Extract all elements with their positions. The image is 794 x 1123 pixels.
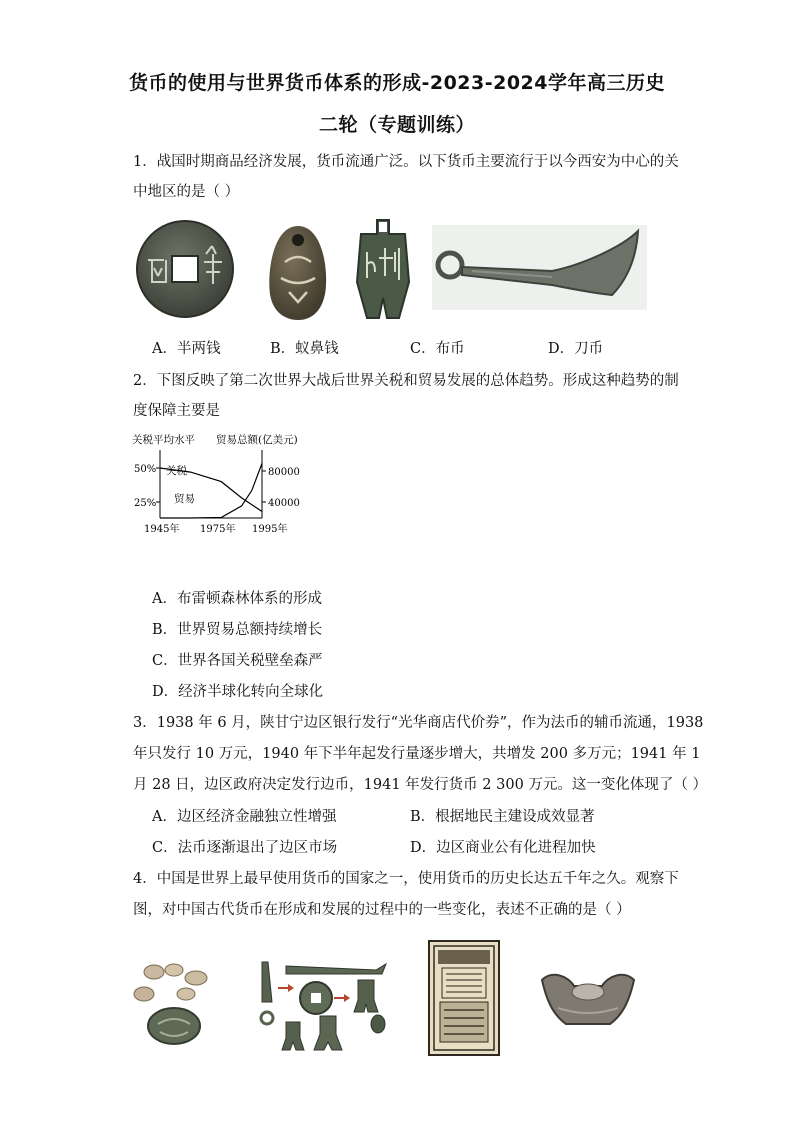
q2-stem-line1: 2．下图反映了第二次世界大战后世界关税和贸易发展的总体趋势。形成这种趋势的制 xyxy=(133,373,679,389)
q2-stem-line2: 度保障主要是 xyxy=(133,403,220,419)
q3-option-a[interactable]: A．边区经济金融独立性增强 xyxy=(152,809,337,825)
q3-option-d[interactable]: D．边区商业公有化进程加快 xyxy=(410,840,596,856)
banliang-coin-image xyxy=(134,218,236,320)
dao-coin-image xyxy=(432,225,647,310)
shell-money-image xyxy=(132,962,222,1048)
chart-ylabel-left: 关税平均水平 xyxy=(132,434,195,446)
bronze-coins-image xyxy=(246,958,392,1058)
chart-left-tick-25: 25% xyxy=(134,498,157,509)
q1-stem-line2: 中地区的是（ ） xyxy=(133,184,240,200)
bu-coin-image xyxy=(349,218,417,322)
chart-series-label-trade: 贸易 xyxy=(174,493,195,505)
q3-option-b[interactable]: B．根据地民主建设成效显著 xyxy=(410,809,595,825)
q2-option-d[interactable]: D．经济半球化转向全球化 xyxy=(152,684,324,700)
q1-option-b[interactable]: B．蚁鼻钱 xyxy=(270,341,339,357)
chart-ylabel-right: 贸易总额(亿美元) xyxy=(216,434,298,446)
silver-ingot-image xyxy=(538,968,638,1030)
q3-stem-line1: 3．1938 年 6 月，陕甘宁边区银行发行“光华商店代价券”，作为法币的辅币流通，1938 xyxy=(133,715,704,731)
q2-option-c[interactable]: C．世界各国关税壁垒森严 xyxy=(152,653,323,669)
q4-stem-line2: 图，对中国古代货币在形成和发展的过程中的一些变化，表述不正确的是（ ） xyxy=(133,902,631,918)
chart-series-label-tariff: 关税 xyxy=(166,465,187,477)
q3-stem-line2: 年只发行 10 万元，1940 年下半年起发行量逐步增大，共增发 200 多万元；1941 年 1 xyxy=(133,746,701,762)
chart-right-tick-80000: 80000 xyxy=(268,467,300,478)
paper-money-image xyxy=(428,940,500,1056)
chart-x-tick-1995: 1995年 xyxy=(252,524,288,535)
q1-option-a[interactable]: A．半两钱 xyxy=(152,341,221,357)
tariff-trade-chart xyxy=(130,430,305,542)
q1-option-d[interactable]: D．刀币 xyxy=(548,341,604,357)
document-title-line1: 货币的使用与世界货币体系的形成-2023-2024学年高三历史 xyxy=(128,72,666,94)
chart-left-tick-50: 50% xyxy=(134,464,157,475)
chart-x-tick-1945: 1945年 xyxy=(144,524,180,535)
document-title-line2: 二轮（专题训练） xyxy=(318,114,475,136)
q1-option-c[interactable]: C．布币 xyxy=(410,341,465,357)
q3-option-c[interactable]: C．法币逐渐退出了边区市场 xyxy=(152,840,338,856)
q4-stem-line1: 4．中国是世界上最早使用货币的国家之一，使用货币的历史长达五千年之久。观察下 xyxy=(133,871,679,887)
q2-option-a[interactable]: A．布雷顿森林体系的形成 xyxy=(152,591,322,607)
yibi-coin-image xyxy=(265,222,331,322)
q1-stem-line1: 1．战国时期商品经济发展，货币流通广泛。以下货币主要流行于以今西安为中心的关 xyxy=(133,154,679,170)
q2-option-b[interactable]: B．世界贸易总额持续增长 xyxy=(152,622,323,638)
q3-stem-line3: 月 28 日，边区政府决定发行边币，1941 年发行货币 2 300 万元。这一变化体现了（ ） xyxy=(133,777,708,793)
chart-x-tick-1975: 1975年 xyxy=(200,524,236,535)
chart-right-tick-40000: 40000 xyxy=(268,498,300,509)
